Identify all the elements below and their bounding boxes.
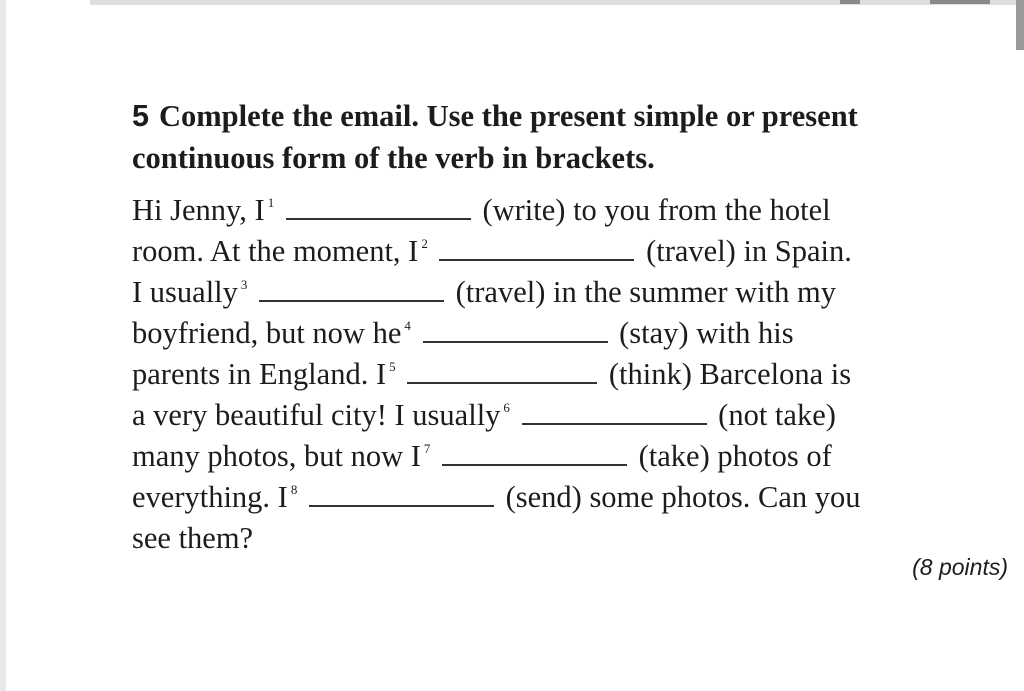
page-left-edge xyxy=(0,0,6,691)
points-label: (8 points) xyxy=(912,554,1008,580)
line-text-before: I usually xyxy=(132,275,238,309)
line-text-after: (take) photos of xyxy=(638,439,832,473)
email-line-5 xyxy=(132,354,851,400)
answer-blank-6[interactable] xyxy=(522,397,707,425)
answer-blank-3[interactable] xyxy=(259,274,444,302)
line-text-before: boyfriend, but now he xyxy=(132,316,402,350)
top-edge-mark xyxy=(930,0,990,4)
line-text-after: (write) to you from the hotel xyxy=(482,193,831,227)
email-line-2 xyxy=(132,231,852,277)
line-text-after: (travel) in Spain. xyxy=(646,234,852,268)
gap-number: 7 xyxy=(423,441,431,456)
line-text-after: (send) some photos. Can you xyxy=(505,480,861,514)
answer-blank-5[interactable] xyxy=(407,356,597,384)
email-line-6 xyxy=(132,395,836,441)
right-edge-mark xyxy=(1016,0,1024,50)
line-text-before: room. At the moment, I xyxy=(132,234,419,268)
line-text-before: Hi Jenny, I xyxy=(132,193,265,227)
exercise-heading xyxy=(132,95,972,179)
gap-number: 3 xyxy=(240,277,248,292)
email-line-9 xyxy=(132,518,253,558)
line-text-after: (not take) xyxy=(718,398,836,432)
gap-number: 5 xyxy=(389,359,396,374)
line-text-before: parents in England. I xyxy=(132,357,387,391)
line-text-before: many photos, but now I xyxy=(132,439,421,473)
email-line-1 xyxy=(132,190,831,236)
top-edge-mark xyxy=(840,0,860,4)
line-text-after: (think) Barcelona is xyxy=(608,357,852,391)
gap-number: 1 xyxy=(267,195,275,210)
gap-number: 8 xyxy=(290,482,298,497)
email-line-7 xyxy=(132,436,832,482)
gap-number: 6 xyxy=(503,400,510,415)
top-edge-strip xyxy=(90,0,1020,5)
gap-number: 4 xyxy=(404,318,411,333)
answer-blank-8[interactable] xyxy=(309,479,494,507)
exercise-instruction: Complete the email. Use the present simple or present continuous form of the verb in brackets. xyxy=(132,99,858,175)
line-text-before: everything. I xyxy=(132,480,288,514)
line-text-before: a very beautiful city! I usually xyxy=(132,398,501,432)
email-line-3 xyxy=(132,272,836,318)
line-text-after: (stay) with his xyxy=(619,316,794,350)
email-line-4 xyxy=(132,313,794,359)
gap-number: 2 xyxy=(421,236,428,251)
email-line-8 xyxy=(132,477,861,523)
line-text-after: (travel) in the summer with my xyxy=(455,275,836,309)
answer-blank-7[interactable] xyxy=(442,438,627,466)
answer-blank-1[interactable] xyxy=(286,192,471,220)
answer-blank-4[interactable] xyxy=(423,315,608,343)
answer-blank-2[interactable] xyxy=(439,233,634,261)
line-text: see them? xyxy=(132,521,254,555)
exercise-number: 5 xyxy=(132,99,149,133)
